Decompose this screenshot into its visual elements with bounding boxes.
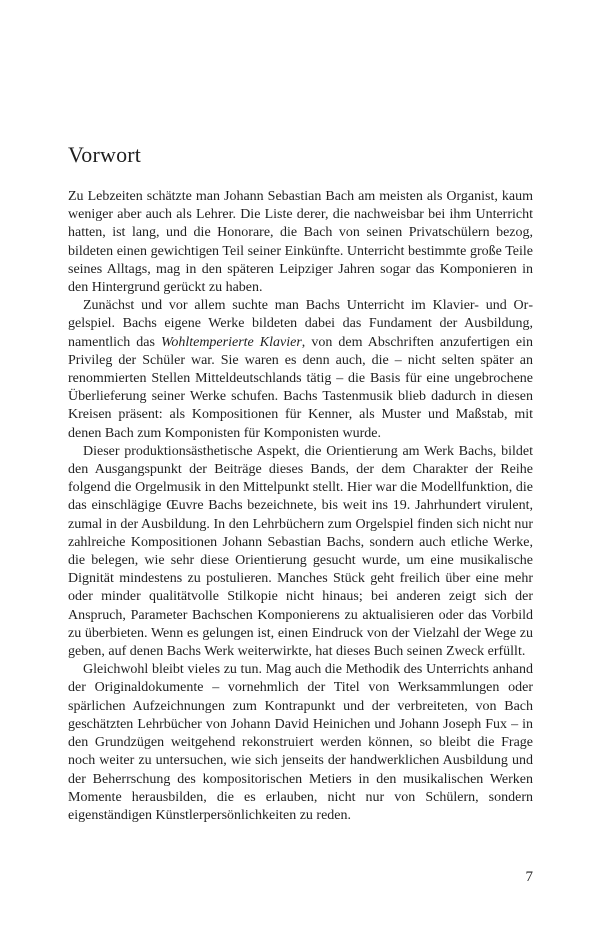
italic-text-segment: Wohltemperierte Klavier xyxy=(160,334,302,350)
page-content xyxy=(68,143,533,825)
body-text xyxy=(68,188,533,825)
paragraph xyxy=(68,443,533,661)
text-segment: Gleichwohl bleibt vieles zu tun. Mag auch die Methodik des Unterrichts anhand der Originaldokumente – vornehmlich der Titel von Werksammlungen oder spärlichen Aufzeichnungen zum Kontrapunkt und der verbreiteten, von Bach geschätzten Lehrbücher von Johann David Heinichen und Johann Joseph Fux – in den Grundzügen weitgehend rekonstruiert werden können, so bleibt die Frage noch weiter zu untersuchen, wie sich jenseits der handwerklichen Ausbildung und der Beherrschung des kompositorischen Metiers in den musikalischen Werken Momente herausbilden, die es erlauben, nicht nur von Schülern, sondern eigenständigen Künstlerpersönlichkeiten zu reden. xyxy=(68,662,533,823)
text-segment: , von dem Abschriften anzufertigen ein Privileg der Schüler war. Sie waren es denn auch, die – nicht selten später an renommierten Stellen Mitteldeutschlands tätig – die Basis für eine ungebrochene Überlieferung seiner Werke schufen. Bachs Tastenmusik blieb dadurch in diesen Kreisen präsent: als Kompositionen für Kenner, als Muster und Maßstab, mit denen Bach zum Komponisten für Komponisten wurde. xyxy=(68,334,533,441)
text-segment: Dieser produktionsästhetische Aspekt, die Orientierung am Werk Bachs, bildet den Ausgangspunkt der Beiträge dieses Bands, der dem Charakter der Reihe folgend die Orgelmusik in den Mittelpunkt stellt. Hier war die Modellfunktion, die das einschlägige Œuvre Bachs bezeichnete, bis weit ins 19. Jahrhundert virulent, zumal in der Ausbildung. In den Lehrbüchern zum Orgelspiel finden sich nicht nur zahlreiche Kompositionen Johann Sebastian Bachs, sondern auch etliche Werke, die belegen, wie sehr diese Orientierung gesucht wurde, um eine musikalische Dignität mindestens zu postulieren. Manches Stück geht freilich über eine mehr oder minder qualitätvolle Stilkopie nicht hinaus; bei anderen zeigt sich der Anspruch, Parameter Bachschen Komponierens zu aktualisieren oder das Vorbild zu überbieten. Wenn es gelungen ist, einen Eindruck von der Vielzahl der Wege zu geben, auf denen Bachs Werk weiterwirkte, hat dieses Buch seinen Zweck erfüllt. xyxy=(68,443,533,660)
page-title: Vorwort xyxy=(68,142,142,167)
paragraph xyxy=(68,188,533,297)
text-segment: Zunächst und vor allem suchte man Bachs Unterricht im Klavier- und Orgelspiel. Bachs eigene Werke bildeten dabei das Fundament der Ausbildung, namentlich das xyxy=(68,298,533,350)
paragraph xyxy=(68,297,533,443)
text-segment: Zu Lebzeiten schätzte man Johann Sebastian Bach am meisten als Organist, kaum weniger aber auch als Lehrer. Die Liste derer, die nachweisbar bei ihm Unterricht hatten, ist lang, und die Honorare, die Bach von seinen Privatschülern bezog, bildeten einen gewichtigen Teil seiner Einkünfte. Unterricht bestimmte große Teile seines Alltags, mag in den späteren Leipziger Jahren sogar das Komponieren in den Hintergrund gerückt zu haben. xyxy=(68,189,533,296)
paragraph xyxy=(68,661,533,825)
page-number: 7 xyxy=(525,869,533,885)
